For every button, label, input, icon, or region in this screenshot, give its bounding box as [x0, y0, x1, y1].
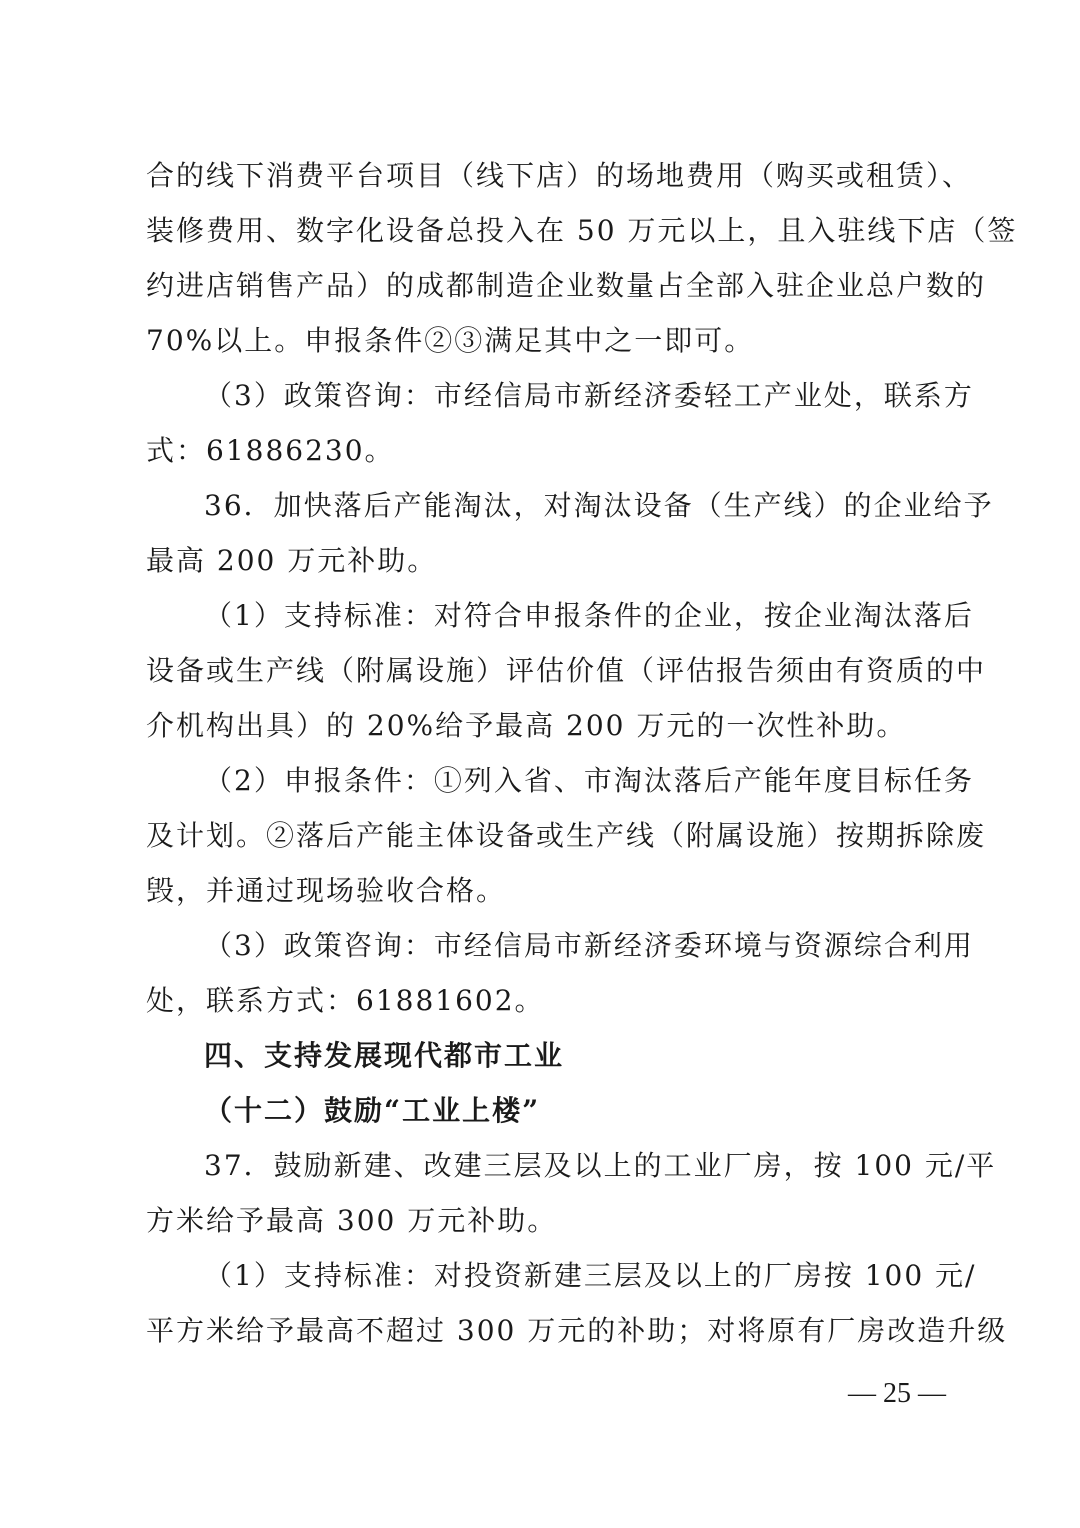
body-text-line: （3）政策咨询：市经信局市新经济委环境与资源综合利用 — [204, 929, 974, 962]
body-text-line: 方米给予最高 300 万元补助。 — [146, 1204, 558, 1237]
body-text-line: 处，联系方式：61881602。 — [146, 984, 545, 1017]
article-heading-36: 36．加快落后产能淘汰，对淘汰设备（生产线）的企业给予 — [204, 489, 994, 522]
section-heading: 四、支持发展现代都市工业 — [204, 1039, 565, 1072]
body-text-line: 约进店销售产品）的成都制造企业数量占全部入驻企业总户数的 — [146, 269, 987, 302]
body-text-line: （1）支持标准：对符合申报条件的企业，按企业淘汰落后 — [204, 599, 974, 632]
body-text-line: 式：61886230。 — [146, 434, 395, 467]
body-text-line: 设备或生产线（附属设施）评估价值（评估报告须由有资质的中 — [146, 654, 987, 687]
body-text-line: 合的线下消费平台项目（线下店）的场地费用（购买或租赁）、 — [146, 159, 973, 192]
body-text-line: 最高 200 万元补助。 — [146, 544, 438, 577]
body-text-line: （3）政策咨询：市经信局市新经济委轻工产业处，联系方 — [204, 379, 974, 412]
body-text-line: （1）支持标准：对投资新建三层及以上的厂房按 100 元/ — [204, 1259, 977, 1292]
body-text-line: 70%以上。申报条件②③满足其中之一即可。 — [146, 324, 755, 357]
body-text-line: 及计划。②落后产能主体设备或生产线（附属设施）按期拆除废 — [146, 819, 987, 852]
article-heading-37: 37．鼓励新建、改建三层及以上的工业厂房，按 100 元/平 — [204, 1149, 997, 1182]
subsection-heading: （十二）鼓励“工业上楼” — [204, 1094, 541, 1127]
body-text-line: 平方米给予最高不超过 300 万元的补助；对将原有厂房改造升级 — [146, 1314, 1008, 1347]
body-text-line: 装修费用、数字化设备总投入在 50 万元以上，且入驻线下店（签 — [146, 214, 1018, 247]
body-text-line: 毁，并通过现场验收合格。 — [146, 874, 507, 907]
body-text-line: 介机构出具）的 20%给予最高 200 万元的一次性补助。 — [146, 709, 907, 742]
body-text-line: （2）申报条件：①列入省、市淘汰落后产能年度目标任务 — [204, 764, 974, 797]
page-number: — 25 — — [848, 1378, 946, 1409]
